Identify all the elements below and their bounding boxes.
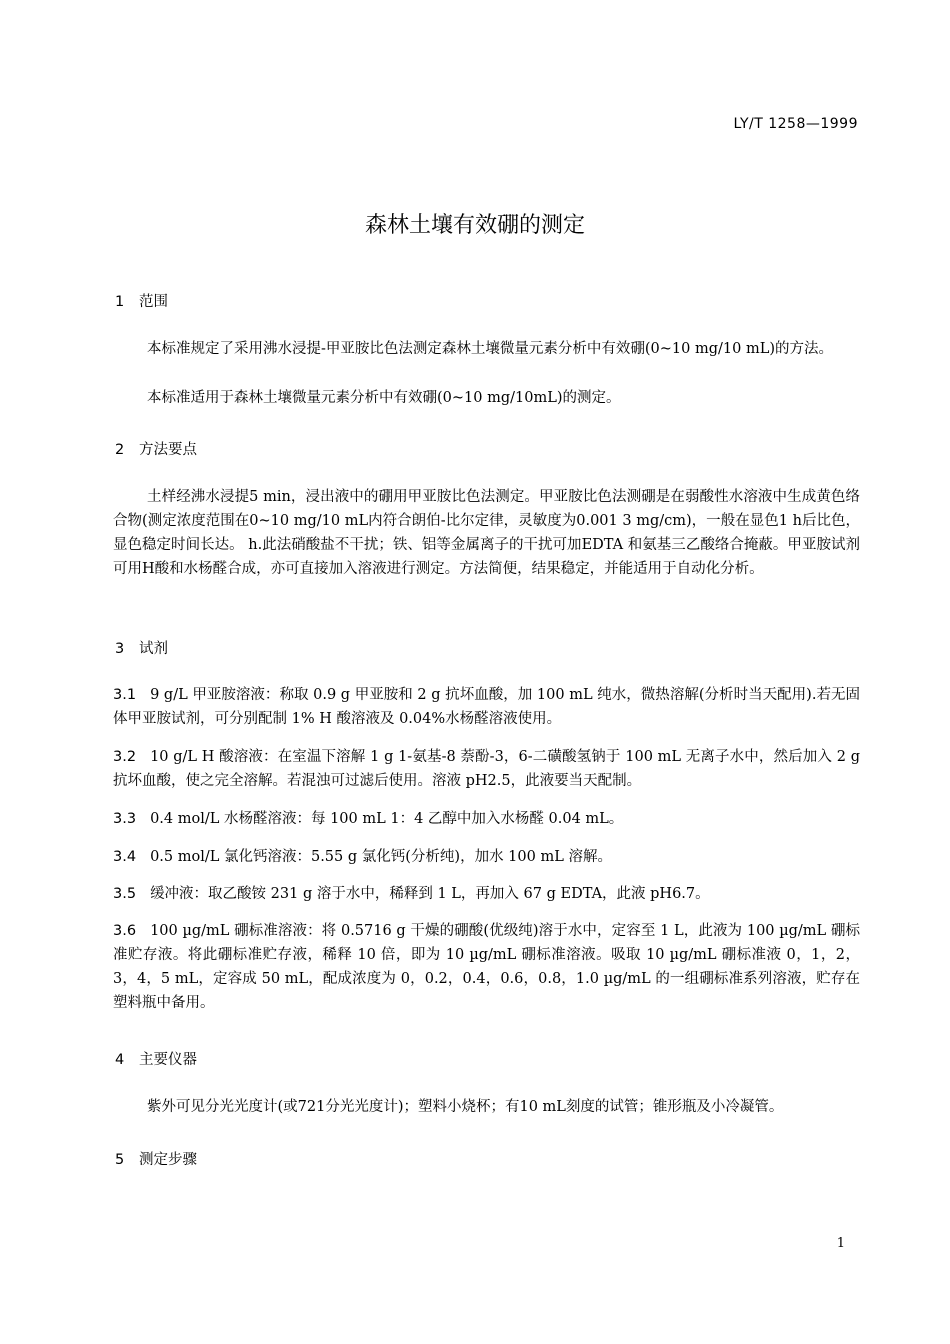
section-2-paragraph: 土样经沸水浸提5 min，浸出液中的硼用甲亚胺比色法测定。甲亚胺比色法测硼是在弱酸性水溶液中生成黄色络合物(测定浓度范围在0~10 mg/10 mL内符合朗伯-比尔定律，灵敏度为0.001 3 mg/cm)，一般在显色1 h后比色，显色稳定时间长达。 h.此法硝酸盐不干扰；铁、铝等金属离子的干扰可加EDTA 和氨基三乙酸络合掩蔽。甲亚胺试剂可用H酸和水杨醛合成，亦可直接加入溶液进行测定。方法简便，结果稳定，并能适用于自动化分析。 [113,489,860,577]
reagent-item [113,882,860,906]
item-text: 100 µg/mL 硼标准溶液：将 0.5716 g 干燥的硼酸(优级纯)溶于水中，定容至 1 L，此液为 100 µg/mL 硼标准贮存液。将此硼标准贮存液，稀释 10 倍，即为 10 µg/mL 硼标准溶液。吸取 10 µg/mL 硼标准液 0，1，2，3，4，5 mL，定容成 50 mL，配成浓度为 0，0.2，0.4，0.6，0.8，1.0 µg/mL 的一组硼标准系列溶液，贮存在塑料瓶中备用。 [113,923,860,1011]
item-number: 3.1 [113,687,137,703]
item-text: 0.4 mol/L 水杨醛溶液：每 100 mL 1：4 乙醇中加入水杨醛 0.04 mL。 [150,811,624,827]
section-number: 2 [115,442,125,458]
section-title: 主要仪器 [139,1052,197,1068]
section-number: 1 [115,294,125,310]
standard-code: LY/T 1258—1999 [733,116,858,132]
section-title: 试剂 [139,641,168,657]
section-5-heading [115,1148,197,1169]
reagent-item [113,845,860,869]
section-1-paragraph-1: 本标准规定了采用沸水浸提-甲亚胺比色法测定森林土壤微量元素分析中有效硼(0~10 mg/10 mL)的方法。 [147,341,833,357]
reagent-item [113,807,860,831]
section-number: 4 [115,1052,125,1068]
section-title: 测定步骤 [139,1152,197,1168]
item-text: 0.5 mol/L 氯化钙溶液：5.55 g 氯化钙(分析纯)，加水 100 mL 溶解。 [150,849,612,865]
item-text: 9 g/L 甲亚胺溶液：称取 0.9 g 甲亚胺和 2 g 抗坏血酸，加 100 mL 纯水，微热溶解(分析时当天配用).若无固体甲亚胺试剂，可分别配制 1% H 酸溶液及 0.04%水杨醛溶液使用。 [113,687,860,727]
section-2-heading [115,438,197,459]
item-text: 10 g/L H 酸溶液：在室温下溶解 1 g 1-氨基-8 萘酚-3，6-二磺酸氢钠于 100 mL 无离子水中，然后加入 2 g 抗坏血酸，使之完全溶解。若混浊可过滤后使用。溶液 pH2.5，此液要当天配制。 [113,749,860,789]
section-4-heading [115,1048,197,1069]
item-text: 缓冲液：取乙酸铵 231 g 溶于水中，稀释到 1 L，再加入 67 g EDTA，此液 pH6.7。 [150,886,710,902]
item-number: 3.6 [113,923,137,939]
page-number: 1 [836,1236,845,1251]
item-number: 3.3 [113,811,137,827]
reagent-item [113,745,860,793]
section-1-paragraph-2: 本标准适用于森林土壤微量元素分析中有效硼(0~10 mg/10mL)的测定。 [147,390,621,406]
section-4-paragraph: 紫外可见分光光度计(或721分光光度计)；塑料小烧杯；有10 mL刻度的试管；锥形瓶及小冷凝管。 [147,1099,784,1115]
section-3-heading [115,637,168,658]
item-number: 3.5 [113,886,137,902]
section-number: 5 [115,1152,125,1168]
item-number: 3.2 [113,749,137,765]
section-number: 3 [115,641,125,657]
section-title: 范围 [139,294,168,310]
section-title: 方法要点 [139,442,197,458]
reagent-item [113,683,860,731]
section-1-heading [115,290,168,311]
reagent-item [113,919,860,1015]
item-number: 3.4 [113,849,137,865]
page-title: 森林土壤有效硼的测定 [364,213,585,238]
